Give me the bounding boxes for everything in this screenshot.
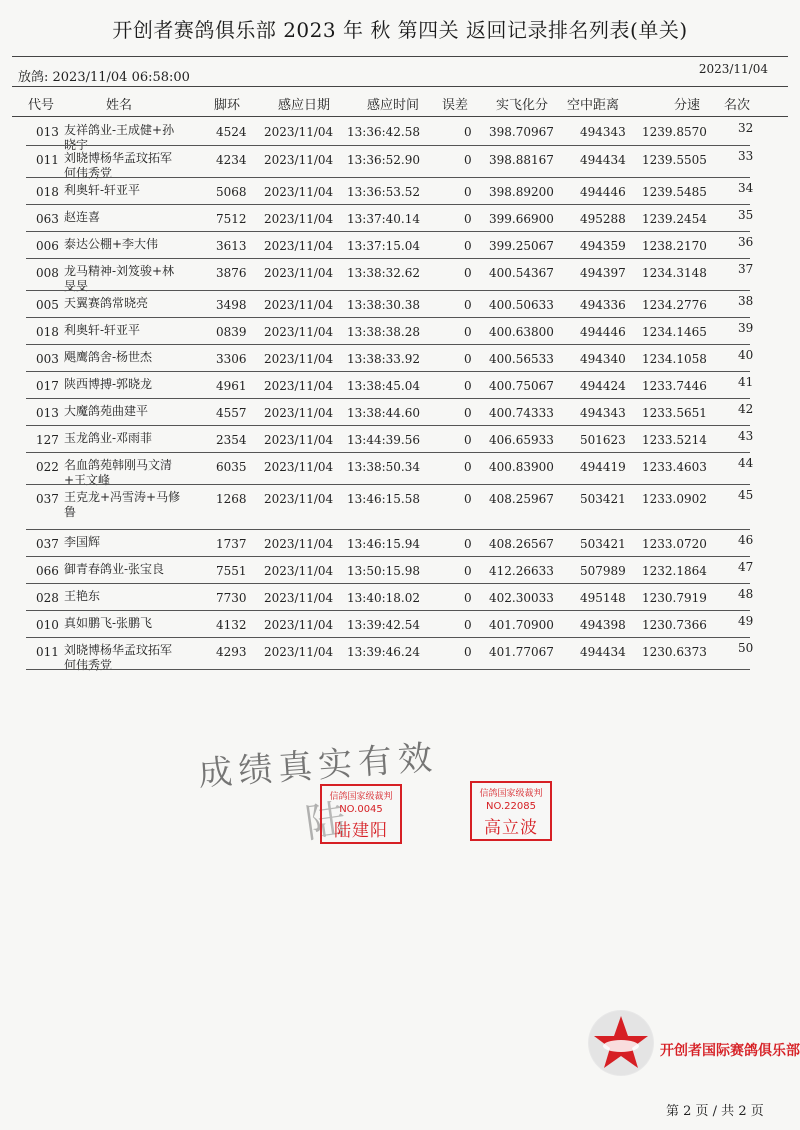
- row-date: 2023/11/04: [264, 460, 334, 474]
- club-logo-icon: [588, 1010, 654, 1076]
- row-ring: 4293: [216, 645, 247, 659]
- row-date: 2023/11/04: [264, 352, 334, 366]
- row-speed: 1239.2454: [642, 212, 707, 226]
- row-rank: 41: [738, 375, 754, 389]
- row-date: 2023/11/04: [264, 564, 334, 578]
- row-distance: 495288: [580, 212, 626, 226]
- row-rank: 33: [738, 149, 754, 163]
- row-code: 017: [36, 379, 59, 393]
- row-speed: 1239.8570: [642, 125, 707, 139]
- row-name: 赵连喜: [64, 210, 101, 224]
- row-time: 13:39:46.24: [347, 645, 420, 659]
- row-distance: 494397: [580, 266, 626, 280]
- row-speed: 1234.3148: [642, 266, 707, 280]
- row-fly: 401.77067: [489, 645, 554, 659]
- row-date: 2023/11/04: [264, 618, 334, 632]
- row-rank: 43: [738, 429, 754, 443]
- row-code: 063: [36, 212, 59, 226]
- row-code: 022: [36, 460, 59, 474]
- row-distance: 494446: [580, 325, 626, 339]
- row-distance: 494336: [580, 298, 626, 312]
- club-name: 开创者国际赛鸽俱乐部: [660, 1043, 800, 1059]
- row-error: 0: [464, 460, 472, 474]
- table-row: [0, 290, 800, 317]
- row-code: 010: [36, 618, 59, 632]
- row-time: 13:40:18.02: [347, 591, 420, 605]
- row-rank: 45: [738, 488, 754, 502]
- row-ring: 4524: [216, 125, 247, 139]
- row-error: 0: [464, 564, 472, 578]
- row-error: 0: [464, 618, 472, 632]
- row-distance: 494343: [580, 406, 626, 420]
- row-time: 13:36:42.58: [347, 125, 420, 139]
- row-distance: 494434: [580, 645, 626, 659]
- row-distance: 494446: [580, 185, 626, 199]
- row-rank: 36: [738, 235, 754, 249]
- referee-stamp-1: [320, 784, 402, 844]
- row-time: 13:46:15.58: [347, 492, 420, 506]
- row-name: 天翼赛鸽常晓亮: [64, 296, 149, 310]
- row-fly: 412.26633: [489, 564, 554, 578]
- row-name: 御青春鸽业-张宝良: [64, 562, 165, 576]
- row-time: 13:38:30.38: [347, 298, 420, 312]
- row-speed: 1239.5505: [642, 153, 707, 167]
- row-error: 0: [464, 212, 472, 226]
- row-fly: 400.50633: [489, 298, 554, 312]
- row-distance: 495148: [580, 591, 626, 605]
- row-time: 13:36:52.90: [347, 153, 420, 167]
- handwritten-note: 成绩真实有效: [197, 737, 440, 795]
- row-name: 龙马精神-刘笈骏+林旻旻: [64, 264, 175, 293]
- row-speed: 1233.0902: [642, 492, 707, 506]
- row-date: 2023/11/04: [264, 266, 334, 280]
- row-ring: 4961: [216, 379, 247, 393]
- row-speed: 1238.2170: [642, 239, 707, 253]
- row-distance: 503421: [580, 492, 626, 506]
- row-code: 037: [36, 492, 59, 506]
- row-code: 013: [36, 406, 59, 420]
- row-rank: 38: [738, 294, 754, 308]
- row-fly: 406.65933: [489, 433, 554, 447]
- row-name: 利奥轩-轩亚平: [64, 323, 141, 337]
- row-ring: 3876: [216, 266, 247, 280]
- row-code: 037: [36, 537, 59, 551]
- table-header: [0, 94, 800, 114]
- row-date: 2023/11/04: [264, 298, 334, 312]
- row-distance: 494343: [580, 125, 626, 139]
- table-row: [0, 371, 800, 398]
- row-name: 泰达公棚+李大伟: [64, 237, 159, 251]
- header-top-divider: [12, 86, 788, 87]
- row-date: 2023/11/04: [264, 591, 334, 605]
- row-ring: 4234: [216, 153, 247, 167]
- row-error: 0: [464, 298, 472, 312]
- row-fly: 408.26567: [489, 537, 554, 551]
- row-distance: 494424: [580, 379, 626, 393]
- row-rank: 48: [738, 587, 754, 601]
- row-ring: 6035: [216, 460, 247, 474]
- row-fly: 398.70967: [489, 125, 554, 139]
- row-ring: 5068: [216, 185, 247, 199]
- row-speed: 1234.1465: [642, 325, 707, 339]
- row-error: 0: [464, 537, 472, 551]
- row-rank: 44: [738, 456, 754, 470]
- row-time: 13:37:15.04: [347, 239, 420, 253]
- row-date: 2023/11/04: [264, 325, 334, 339]
- header-date: 感应日期: [278, 98, 331, 113]
- row-name: 名血鸽苑韩刚马文清+王文峰: [64, 458, 173, 487]
- row-rank: 46: [738, 533, 754, 547]
- header-rank: 名次: [724, 98, 751, 113]
- row-distance: 494398: [580, 618, 626, 632]
- stamp-title: 信鸽国家级裁判: [329, 792, 393, 802]
- row-rank: 47: [738, 560, 754, 574]
- row-speed: 1239.5485: [642, 185, 707, 199]
- table-row: [0, 258, 800, 293]
- row-fly: 400.83900: [489, 460, 554, 474]
- row-code: 011: [36, 645, 59, 659]
- row-distance: 494359: [580, 239, 626, 253]
- row-ring: 4132: [216, 618, 247, 632]
- row-error: 0: [464, 352, 472, 366]
- row-fly: 398.89200: [489, 185, 554, 199]
- table-row: [0, 425, 800, 452]
- print-date: 2023/11/04: [698, 62, 768, 76]
- row-name: 友祥鸽业-王成健+孙晓宇: [64, 123, 175, 152]
- row-fly: 400.74333: [489, 406, 554, 420]
- row-fly: 399.66900: [489, 212, 554, 226]
- row-ring: 7730: [216, 591, 247, 605]
- table-row: [0, 637, 800, 672]
- row-rank: 34: [738, 181, 754, 195]
- row-error: 0: [464, 492, 472, 506]
- table-row: [0, 583, 800, 610]
- row-time: 13:38:33.92: [347, 352, 420, 366]
- table-row: [0, 556, 800, 583]
- row-name: 利奥轩-轩亚平: [64, 183, 141, 197]
- table-row: [0, 398, 800, 425]
- row-distance: 494340: [580, 352, 626, 366]
- row-name: 王克龙+冯雪涛+马修鲁: [64, 490, 181, 519]
- header-name: 姓名: [106, 98, 133, 113]
- row-speed: 1233.5214: [642, 433, 707, 447]
- row-speed: 1233.0720: [642, 537, 707, 551]
- header-ring: 脚环: [214, 98, 241, 113]
- row-rank: 37: [738, 262, 754, 276]
- row-code: 005: [36, 298, 59, 312]
- row-distance: 494434: [580, 153, 626, 167]
- row-time: 13:36:53.52: [347, 185, 420, 199]
- row-distance: 494419: [580, 460, 626, 474]
- row-code: 013: [36, 125, 59, 139]
- row-name: 真如鹏飞-张鹏飞: [64, 616, 153, 630]
- row-code: 018: [36, 185, 59, 199]
- header-fly: 实飞化分: [496, 98, 549, 113]
- stamp-name: 陆建阳: [334, 821, 388, 841]
- row-ring: 3498: [216, 298, 247, 312]
- table-row: [0, 204, 800, 231]
- row-fly: 398.88167: [489, 153, 554, 167]
- row-ring: 2354: [216, 433, 247, 447]
- handwritten-signature: 陆: [302, 796, 349, 848]
- row-time: 13:37:40.14: [347, 212, 420, 226]
- row-date: 2023/11/04: [264, 239, 334, 253]
- stamp-number: NO.22085: [486, 801, 536, 812]
- row-rank: 39: [738, 321, 754, 335]
- row-speed: 1230.6373: [642, 645, 707, 659]
- row-rank: 32: [738, 121, 754, 135]
- header-code: 代号: [28, 98, 55, 113]
- header-speed: 分速: [674, 98, 701, 113]
- row-date: 2023/11/04: [264, 212, 334, 226]
- row-error: 0: [464, 645, 472, 659]
- stamp-name: 高立波: [484, 818, 538, 838]
- row-code: 011: [36, 153, 59, 167]
- table-row: [0, 117, 800, 152]
- row-speed: 1234.1058: [642, 352, 707, 366]
- row-error: 0: [464, 433, 472, 447]
- row-time: 13:44:39.56: [347, 433, 420, 447]
- row-error: 0: [464, 125, 472, 139]
- row-ring: 1737: [216, 537, 247, 551]
- row-time: 13:46:15.94: [347, 537, 420, 551]
- row-name: 刘晓博杨华孟玟拓军何伟秀党: [64, 643, 173, 672]
- row-rank: 49: [738, 614, 754, 628]
- header-distance: 空中距离: [567, 98, 620, 113]
- row-name: 飓鹰鸽舍-杨世杰: [64, 350, 153, 364]
- row-error: 0: [464, 406, 472, 420]
- row-fly: 400.63800: [489, 325, 554, 339]
- row-time: 13:38:45.04: [347, 379, 420, 393]
- row-rank: 50: [738, 641, 754, 655]
- row-speed: 1233.7446: [642, 379, 707, 393]
- row-code: 003: [36, 352, 59, 366]
- row-date: 2023/11/04: [264, 645, 334, 659]
- row-date: 2023/11/04: [264, 433, 334, 447]
- row-speed: 1234.2776: [642, 298, 707, 312]
- row-date: 2023/11/04: [264, 153, 334, 167]
- row-error: 0: [464, 325, 472, 339]
- row-name: 陕西博搏-郭晓龙: [64, 377, 153, 391]
- row-speed: 1230.7919: [642, 591, 707, 605]
- row-speed: 1232.1864: [642, 564, 707, 578]
- row-code: 018: [36, 325, 59, 339]
- table-row: [0, 231, 800, 258]
- stamp-title: 信鸽国家级裁判: [479, 789, 543, 799]
- row-fly: 399.25067: [489, 239, 554, 253]
- row-time: 13:38:38.28: [347, 325, 420, 339]
- row-code: 008: [36, 266, 59, 280]
- row-code: 006: [36, 239, 59, 253]
- referee-stamp-2: [470, 781, 552, 841]
- row-speed: 1233.5651: [642, 406, 707, 420]
- row-code: 127: [36, 433, 59, 447]
- row-error: 0: [464, 591, 472, 605]
- table-row: [0, 177, 800, 204]
- row-date: 2023/11/04: [264, 492, 334, 506]
- row-rank: 35: [738, 208, 754, 222]
- row-error: 0: [464, 185, 472, 199]
- row-divider: [26, 669, 750, 670]
- row-fly: 402.30033: [489, 591, 554, 605]
- row-name: 玉龙鸽业-邓雨菲: [64, 431, 153, 445]
- table-row: [0, 529, 800, 556]
- row-date: 2023/11/04: [264, 537, 334, 551]
- row-code: 028: [36, 591, 59, 605]
- row-name: 王艳东: [64, 589, 101, 603]
- row-ring: 4557: [216, 406, 247, 420]
- row-name: 大魔鸽苑曲建平: [64, 404, 149, 418]
- row-ring: 3613: [216, 239, 247, 253]
- row-time: 13:38:50.34: [347, 460, 420, 474]
- row-code: 066: [36, 564, 59, 578]
- row-error: 0: [464, 153, 472, 167]
- document-title: 开创者赛鸽俱乐部 2023 年 秋 第四关 返回记录排名列表(单关): [112, 18, 688, 42]
- row-error: 0: [464, 239, 472, 253]
- row-date: 2023/11/04: [264, 379, 334, 393]
- row-ring: 0839: [216, 325, 247, 339]
- row-time: 13:39:42.54: [347, 618, 420, 632]
- row-rank: 42: [738, 402, 754, 416]
- table-row: [0, 610, 800, 637]
- table-row: [0, 145, 800, 180]
- row-ring: 1268: [216, 492, 247, 506]
- table-row: [0, 484, 800, 529]
- row-date: 2023/11/04: [264, 406, 334, 420]
- row-ring: 3306: [216, 352, 247, 366]
- row-distance: 503421: [580, 537, 626, 551]
- row-error: 0: [464, 266, 472, 280]
- row-fly: 400.56533: [489, 352, 554, 366]
- row-time: 13:50:15.98: [347, 564, 420, 578]
- row-ring: 7551: [216, 564, 247, 578]
- row-fly: 408.25967: [489, 492, 554, 506]
- row-speed: 1233.4603: [642, 460, 707, 474]
- row-fly: 400.54367: [489, 266, 554, 280]
- row-distance: 507989: [580, 564, 626, 578]
- row-fly: 400.75067: [489, 379, 554, 393]
- title-divider: [12, 56, 788, 57]
- row-error: 0: [464, 379, 472, 393]
- table-row: [0, 317, 800, 344]
- stamp-number: NO.0045: [339, 804, 383, 815]
- table-row: [0, 344, 800, 371]
- row-rank: 40: [738, 348, 754, 362]
- row-ring: 7512: [216, 212, 247, 226]
- table-row: [0, 452, 800, 487]
- row-fly: 401.70900: [489, 618, 554, 632]
- row-distance: 501623: [580, 433, 626, 447]
- row-name: 李国辉: [64, 535, 101, 549]
- row-time: 13:38:44.60: [347, 406, 420, 420]
- row-date: 2023/11/04: [264, 125, 334, 139]
- page-info: 第 2 页 / 共 2 页: [666, 1104, 764, 1119]
- header-error: 误差: [442, 98, 469, 113]
- header-time: 感应时间: [367, 98, 420, 113]
- row-speed: 1230.7366: [642, 618, 707, 632]
- row-time: 13:38:32.62: [347, 266, 420, 280]
- release-time: 放鸽: 2023/11/04 06:58:00: [18, 70, 190, 85]
- row-date: 2023/11/04: [264, 185, 334, 199]
- row-name: 刘晓博杨华孟玟拓军何伟秀党: [64, 151, 173, 180]
